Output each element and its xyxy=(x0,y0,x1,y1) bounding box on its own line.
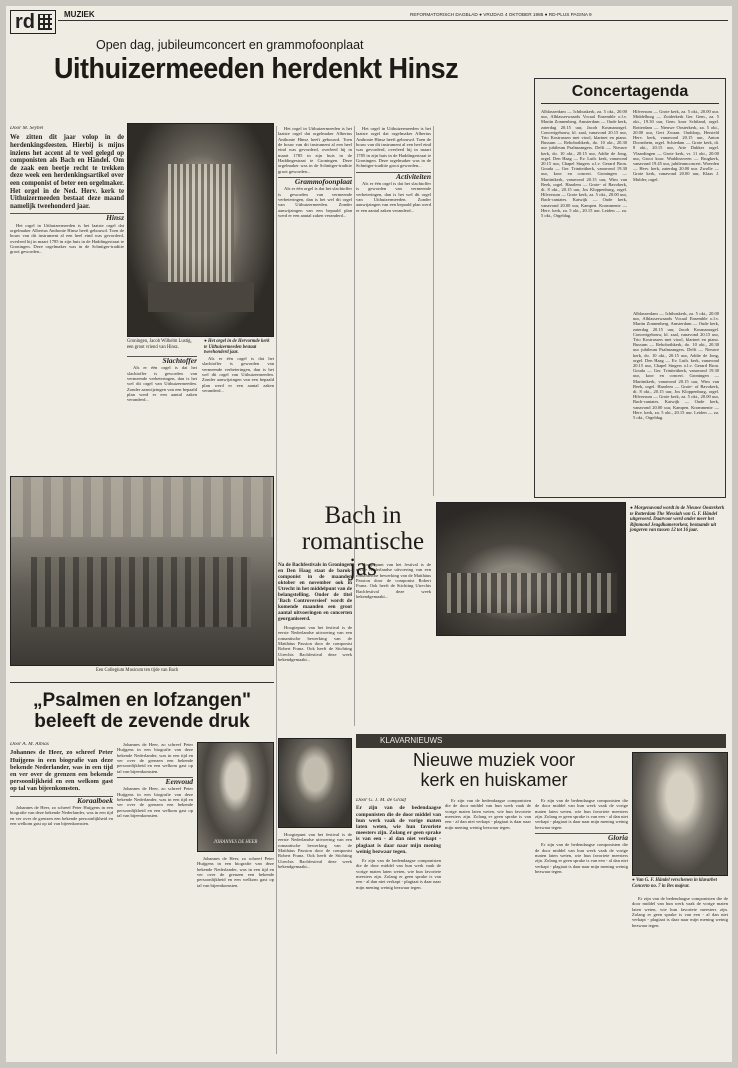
article3-lead: Johannes de Heer, zo schreef Peter Huijgens in een biografie van deze bekende Nederlander, was in een tijd en ver over de grenzen een bekende persoonlijkheid en een welkom gast op tal van bijeenkomsten. xyxy=(10,749,113,793)
article1-text-2: Als er één orgel is dat het slachtoffer is geworden van vermeende verbeteringen, dan is het wel dit orgel van Uithuizermeeden. Zonder aanwijzingen van een bepaald plan werd er een aantal zaken veranderd... xyxy=(127,365,197,403)
article1-text-4: Het orgel in Uithuizermeeden is het laatste orgel dat orgelmaker Albertus Anthonie Hinsz heeft gebouwd. Toen de bouw van dit instrument al een heel eind was gevorderd, overleed hij in maart 1785 in zijn huis in de Haddingestraat te Groningen. Deze orgelmaker was in de Schnitger-traditie groot geworden... xyxy=(278,126,352,174)
concertagenda-column1 xyxy=(541,109,627,493)
article3-column1 xyxy=(10,742,113,1054)
article2-column1 xyxy=(278,562,352,732)
article2-headline-line1: Bach in xyxy=(324,502,402,529)
article1-text-7: Als er één orgel is dat het slachtoffer is geworden van vermeende verbeteringen, dan is het wel dit orgel van Uithuizermeeden. Zonder aanwijzingen van een bepaald plan werd er een aantal zaken veranderd... xyxy=(356,181,431,213)
article1-column4 xyxy=(278,126,352,452)
concertagenda-list-2: Hilversum — Grote kerk, za. 5 okt., 20.00 uur. Middelburg — Zuiderkerk Ger. Gem., za. 5 okt., 19.30 uur, Gem. koor Schiland, orgel. Rotterdam — Nieuwe Oosterkerk, za. 5 okt., 20.00 uur, Gert Zwaan. Ouddorp, Hersteld Herv. kerk, vanavond 20.15 uur, Anton Doornhein, orgel. Schiedam — Grote kerk, di. 8 okt., 20.15 uur, Arie Dukker orgel. Vlaardingen — Grote kerk, vr. 11 okt., 20.00 uur, Groot koor. Waddinxveen — Brugkerk, vanavond 19.45 uur, jubileumconcert. Woerden — Herv. kerk, zaterdag 20.00 uur. Zwolle — Grote kerk, vanavond 20.00 uur, Klaas J. Mulder, orgel. xyxy=(633,109,719,182)
logo-text: rd xyxy=(15,11,35,33)
article1-subhead-grammofoonplaat: Grammofoonplaat xyxy=(278,177,352,184)
article2-column3 xyxy=(278,832,352,1054)
article1-kicker: Open dag, jubileumconcert en grammofoonplaat xyxy=(96,38,364,52)
article1-subhead-hinsz: Hinsz xyxy=(10,213,124,220)
bach-portrait xyxy=(278,738,352,828)
article4-text-3: Er zijn van de bedendaagse componisten die de door middel van hun werk vaak de vorige maten laten weten, wie hun favoriete meesters zijn. Zolang er geen sprake is van een - al dan niet verkapt - plagiaat is daar naar mijn mening weinig bezwaar tegen. xyxy=(535,798,628,830)
article3-text-1: Johannes de Heer, zo schreef Peter Huijgens in een biografie van deze bekende Nederlander, was in een tijd en ver over de grenzen een bekende persoonlijkheid en een welkom gast op tal van bijeenkomsten. xyxy=(10,804,113,826)
article4-column4 xyxy=(632,896,728,1054)
concertagenda-box xyxy=(534,78,726,498)
portrait-caption: JOHANNES DE HEER xyxy=(213,840,258,845)
concertagenda-list-3: Alblasserdam — Ichthuskerk, za. 5 okt., 20.00 uur, Alblasserwaards Vocaal Ensemble o.l.v. Martin Zonnenberg. Amsterdam — Oude kerk, zaterdag 20.15 uur, Jacob Kosmanorgel. Concertgebouw, kl. zaal, vanavond 20.15 uur, Trio Kostrussen met viool, klarinet en piano. Bussum — Rehobothkerk, do. 10 okt., 20.30 uur jubileum Psalmzangers. Delft — Nieuwe kerk, do. 10 okt., 20.15 uur, Addie de Jong, orgel. Den Haag — Ev. Luth. kerk, vanavond 20.15 uur, Chapel Singers o.l.v. Gerard Bron. Gouda — Ger. Triniteitkerk, vanavond 19.30 uur, koor en concert. Groningen — Martinikerk, vanavond 20.15 uur, Wim van Beek, orgel. Haarlem — Grote- of Bavokerk, di. 8 okt., 20.15 uur, Jos Kloppenburg, orgel. Hilversum — Grote kerk, za. 5 okt., 20.00 uur, Bach-cantates. Katwijk — Oude kerk, vanavond 20.00 uur, Kampen. Krommenie — Herv. kerk, za. 5 okt., 20.15 uur. Leiden — za. 5 okt., Orgeldag. xyxy=(633,311,719,421)
johannes-de-heer-portrait xyxy=(197,742,274,852)
concertagenda-column2b xyxy=(633,311,719,493)
article3-column2 xyxy=(117,742,193,1054)
article1-column1 xyxy=(10,126,124,452)
article2-headline-line2: romantische jas xyxy=(301,528,425,581)
article1-lead: We zitten dit jaar volop in de herdenkingsfeesten. Hierbij is mijns inziens het accent al te veel gelegd op componisten als Bach en Händel. Om de zaak een beetje recht te trekken deze week een herdenkingsartikel over een componist of beter een orgelmaker. Het orgel in de Ned. Herv. kerk te Uithuizermeeden bestaat deze maand namelijk tweehonderd jaar. xyxy=(10,134,124,210)
orchestra-photo-caption: ● Morgenavond wordt in de Nieuwe Oosterkerk te Rotterdam The Messiah van G. F. Händel uitgevoerd. Daarvoor werd onder meer het Rijnmond Jeugdkamerorkest, bestaande uit jongeren van tussen 12 tot 16 jaar. xyxy=(630,506,725,534)
organ-photo-caption: Groningen, Jacob Wilhelm Lustig, een groot vriend van Hinsz. xyxy=(127,339,192,350)
collegium-photo xyxy=(10,476,274,666)
article2-text-1: Hoogtepunt van het festival is de eerste Nederlandse uitvoering van een romantische bewerking van de Matthäus Passion door de componist Robert Franz. Ook heeft de Stichting Utrechts Bachfestival deze week bekendgemaakt... xyxy=(278,625,352,663)
article3-text-3: Johannes de Heer, zo schreef Peter Huijgens in een biografie van deze bekende Nederlander, was in een tijd en ver over de grenzen een bekende persoonlijkheid en een welkom gast op tal van bijeenkomsten. xyxy=(117,786,193,819)
article3-subhead-koraalboek: Koraalboek xyxy=(10,796,113,803)
article4-lead: Er zijn van de bedendaagse componisten die de door middel van hun werk vaak de vorige maten laten weten, wie hun favoriete meesters zijn. Zolang er geen sprake is van een - al dan niet verkapt - plagiaat is daar naar mijn mening weinig bezwaar tegen. xyxy=(356,805,441,855)
concertagenda-list-1: Alblasserdam — Ichthuskerk, za. 5 okt., 20.00 uur, Alblasserwaards Vocaal Ensemble o.l.v. Martin Zonnenberg. Amsterdam — Oude kerk, zaterdag 20.15 uur, Jacob Kosmanorgel. Concertgebouw, kl. zaal, vanavond 20.15 uur, Trio Kostrussen met viool, klarinet en piano. Bussum — Rehobothkerk, do. 10 okt., 20.30 uur jubileum Psalmzangers. Delft — Nieuwe kerk, do. 10 okt., 20.15 uur, Addie de Jong, orgel. Den Haag — Ev. Luth. kerk, vanavond 20.15 uur, Chapel Singers o.l.v. Gerard Bron. Gouda — Ger. Triniteitkerk, vanavond 19.30 uur, koor en concert. Groningen — Martinikerk, vanavond 20.15 uur, Wim van Beek, orgel. Haarlem — Grote- of Bavokerk, di. 8 okt., 20.15 uur, Jos Kloppenburg, orgel. Hilversum — Grote kerk, za. 5 okt., 20.00 uur, Bach-cantates. Katwijk — Oude kerk, vanavond 20.00 uur, Kampen. Krommenie — Herv. kerk, za. 5 okt., 20.15 uur. Leiden — za. 5 okt., Orgeldag. xyxy=(541,109,627,219)
article4-text-5: Er zijn van de bedendaagse componisten die de door middel van hun werk vaak de vorige maten laten weten, wie hun favoriete meesters zijn. Zolang er geen sprake is van een - al dan niet verkapt - plagiaat is daar naar mijn mening weinig bezwaar tegen. xyxy=(632,896,728,928)
article1-subhead-slachtoffer: Slachtoffer xyxy=(127,356,197,363)
article4-column3 xyxy=(535,798,628,1054)
article4-text-1: Er zijn van de bedendaagse componisten die de door middel van hun werk vaak de vorige maten laten weten, wie hun favoriete meesters zijn. Zolang er geen sprake is van een - al dan niet verkapt - plagiaat is daar naar mijn mening weinig bezwaar tegen. xyxy=(356,857,441,890)
article1-text-1: Het orgel in Uithuizermeeden is het laatste orgel dat orgelmaker Albertus Anthonie Hinsz heeft gebouwd. Toen de bouw van dit instrument al een heel eind was gevorderd, overleed hij in maart 1785 in zijn huis in de Haddingestraat te Groningen. Deze orgelmaker was in de Schnitger-traditie groot geworden... xyxy=(10,222,124,255)
article3-text-4: Johannes de Heer, zo schreef Peter Huijgens in een biografie van deze bekende Nederlander, was in een tijd en ver over de grenzen een bekende persoonlijkheid en een welkom gast op tal van bijeenkomsten. xyxy=(197,856,274,888)
klavarnieuws-label: KLAVARNIEUWS xyxy=(380,736,443,745)
article1-byline: Door M. Seybel xyxy=(10,126,44,131)
concertagenda-column2 xyxy=(633,109,719,309)
article4-byline: Door G. J. M. de Graaf xyxy=(356,798,407,803)
article1-subhead-activiteiten: Activiteiten xyxy=(356,172,431,179)
article1-headline: Uithuizermeeden herdenkt Hinsz xyxy=(54,53,459,85)
section-label: MUZIEK xyxy=(64,10,99,20)
article4-column1 xyxy=(356,798,441,1054)
article2-lead: Na de Bachfestivals in Groningen en Den Haag staat de barok-componist in de maanden oktober en november ook in Utrecht in het middelpunt van de belangstelling. Onder de titel 'Bach Controversieel' wordt de komende maanden een groot aantal uitvoeringen en concerten georganiseerd. xyxy=(278,562,352,622)
logo-grid-icon xyxy=(38,14,52,30)
concertagenda-title: Concertagenda xyxy=(541,81,719,104)
article4-subhead-gloria: Gloria xyxy=(535,833,628,840)
article1-column5 xyxy=(356,126,431,452)
article4-text-4: Er zijn van de bedendaagse componisten die de door middel van hun werk vaak de vorige maten laten weten, wie hun favoriete meesters zijn. Zolang er geen sprake is van een - al dan niet verkapt - plagiaat is daar naar mijn mening weinig bezwaar tegen. xyxy=(535,842,628,875)
article1-column3 xyxy=(202,356,274,454)
article3-byline: Door A. M. Albias xyxy=(10,742,49,747)
article2-text-3: Hoogtepunt van het festival is de eerste Nederlandse uitvoering van een romantische bewerking van de Matthäus Passion door de componist Robert Franz. Ook heeft de Stichting Utrechts Bachfestival deze week bekendgemaakt... xyxy=(278,832,352,870)
article4-headline xyxy=(364,750,624,790)
article2-text-2: Hoogtepunt van het festival is de eerste Nederlandse uitvoering van een romantische bewerking van de Matthäus Passion door de componist Robert Franz. Ook heeft de Stichting Utrechts Bachfestival deze week bekendgemaakt... xyxy=(356,562,431,600)
article4-text-2: Er zijn van de bedendaagse componisten die de door middel van hun werk vaak de vorige maten laten weten, wie hun favoriete meesters zijn. Zolang er geen sprake is van een - al dan niet verkapt - plagiaat is daar naar mijn mening weinig bezwaar tegen. xyxy=(445,798,531,830)
article3-text-2: Johannes de Heer, zo schreef Peter Huijgens in een biografie van deze bekende Nederlander, was in een tijd en ver over de grenzen een bekende persoonlijkheid en een welkom gast op tal van bijeenkomsten. xyxy=(117,742,193,774)
collegium-photo-caption: Een Collegium Musicum ten tijde van Bach xyxy=(96,668,179,673)
organ-photo xyxy=(127,123,274,337)
article3-column3 xyxy=(197,856,274,1054)
article1-column2 xyxy=(127,356,197,454)
article1-text-3: Als er één orgel is dat het slachtoffer is geworden van vermeende verbeteringen, dan is het wel dit orgel van Uithuizermeeden. Zonder aanwijzingen van een bepaald plan werd er een aantal zaken veranderd... xyxy=(202,356,274,394)
article1-text-5: Als er één orgel is dat het slachtoffer is geworden van vermeende verbeteringen, dan is het wel dit orgel van Uithuizermeeden. Zonder aanwijzingen van een bepaald plan werd er een aantal zaken veranderd... xyxy=(278,186,352,219)
article3-headline-line1: „Psalmen en lofzangen" xyxy=(32,690,252,711)
handel-portrait xyxy=(632,752,728,876)
klavarnieuws-band xyxy=(356,734,726,748)
article1-text-6: Het orgel in Uithuizermeeden is het laatste orgel dat orgelmaker Albertus Anthonie Hinsz heeft gebouwd. Toen de bouw van dit instrument al een heel eind was gevorderd, overleed hij in maart 1785 in zijn huis in de Haddingestraat te Groningen. Deze orgelmaker was in de Schnitger-traditie groot geworden... xyxy=(356,126,431,169)
article3-headline xyxy=(10,690,274,732)
newspaper-page xyxy=(6,6,732,1062)
article4-column2 xyxy=(445,798,531,1054)
article4-headline-line2: kerk en huiskamer xyxy=(420,770,568,790)
article3-subhead-eenvoud: Eenvoud xyxy=(117,777,193,784)
article4-headline-line1: Nieuwe muziek voor xyxy=(412,750,576,770)
handel-photo-caption: ● Van G. F. Händel verschenen in klavarbet Concerto no. 7 in Bes majeur. xyxy=(632,878,717,889)
paper-info: REFORMATORISCH DAGBLAD ● VRIJDAG 4 OKTOBER 1985 ● RD-PLUS PAGINA 9 xyxy=(406,11,592,19)
article3-headline-line2: beleeft de zevende druk xyxy=(34,711,250,732)
logo-box xyxy=(10,10,56,34)
organ-photo2-caption: ● Het orgel in de Hervormde kerk te Uithuizermeeden bestaat tweehonderd jaar. xyxy=(204,339,270,355)
article2-column2 xyxy=(356,562,431,732)
orchestra-photo xyxy=(436,502,626,636)
